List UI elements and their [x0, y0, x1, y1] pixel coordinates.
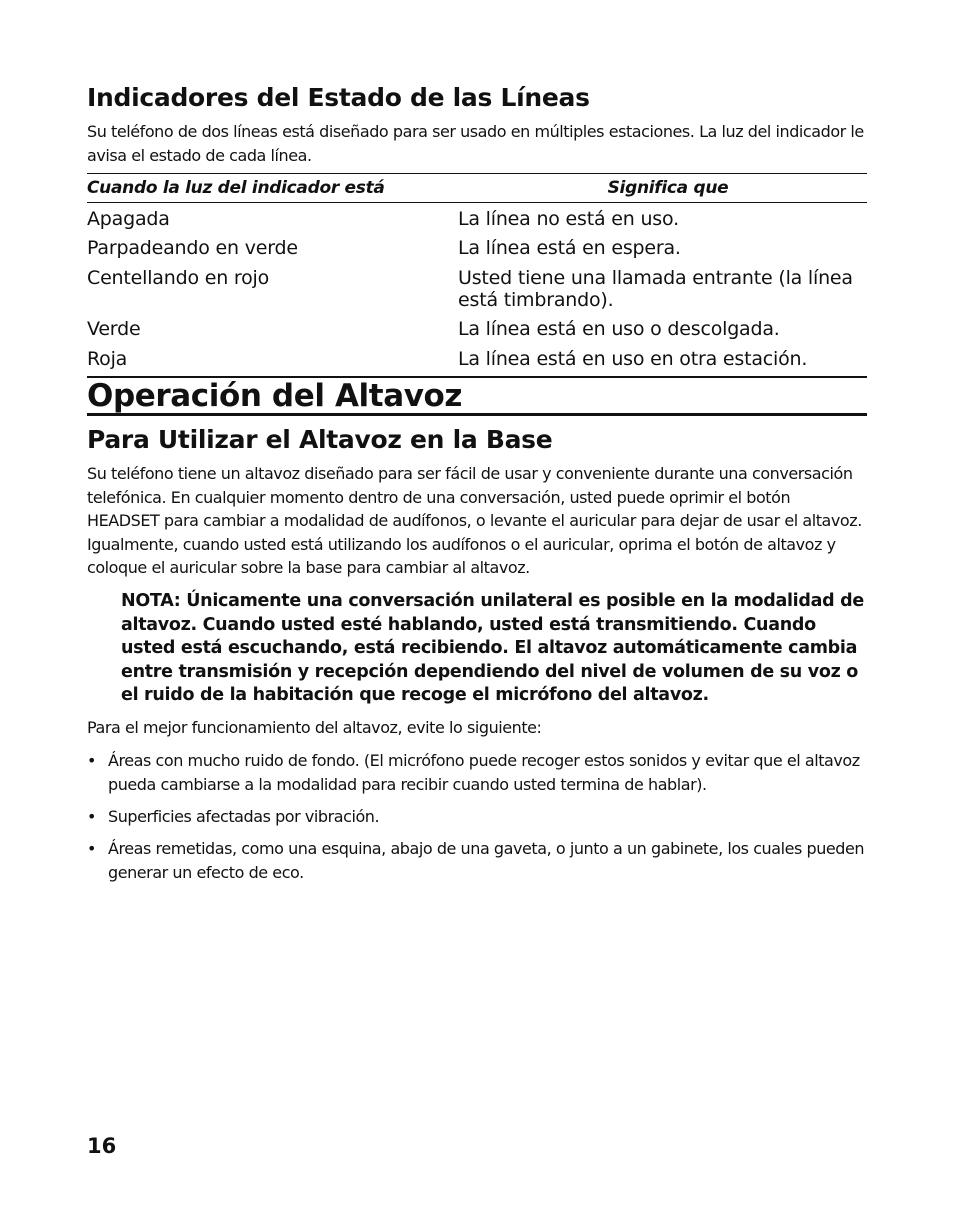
table-cell-meaning: La línea está en espera. — [458, 237, 681, 259]
page-number: 16 — [87, 1134, 117, 1158]
bullet-icon: • — [87, 751, 97, 770]
table-cell-state: Verde — [87, 318, 141, 340]
table-cell-state: Roja — [87, 348, 128, 370]
table-header — [87, 176, 867, 203]
line-indicators-intro: Su teléfono de dos líneas está diseñado para ser usado en múltiples estaciones. La luz del indicador le avisa el estado de cada línea. — [87, 122, 864, 165]
table-cell-meaning: La línea no está en uso. — [458, 208, 679, 230]
bullet-icon: • — [87, 839, 97, 858]
table-cell-state: Centellando en rojo — [87, 267, 269, 289]
section-title-speakerphone: Operación del Altavoz — [87, 375, 867, 416]
section-heading-base-speaker: Para Utilizar el Altavoz en la Base — [87, 425, 553, 454]
list-item-text: Superficies afectadas por vibración. — [108, 807, 380, 826]
table-cell-state: Parpadeando en verde — [87, 237, 298, 259]
bullet-icon: • — [87, 807, 97, 826]
table-cell-meaning: La línea está en uso o descolgada. — [458, 318, 780, 340]
indicator-status-table — [87, 173, 867, 378]
table-cell-meaning: Usted tiene una llamada entrante (la línea está timbrando). — [458, 267, 853, 311]
table-header-meaning: Significa que — [607, 178, 729, 198]
list-item-text: Áreas con mucho ruido de fondo. (El micrófono puede recoger estos sonidos y evitar que el altavoz pueda cambiarse a la modalidad para recibir cuando usted termina de hablar). — [108, 751, 860, 794]
speaker-note: NOTA: Únicamente una conversación unilateral es posible en la modalidad de altavoz. Cuando usted esté hablando, usted está transmitiendo. Cuando usted está escuchando, está recibiendo. El altavoz automáticamente cambia entre transmisión y recepción dependiendo del nivel de volumen de su voz o el ruido de la habitación que recoge el micrófono del altavoz. — [121, 591, 864, 705]
table-cell-meaning: La línea está en uso en otra estación. — [458, 348, 808, 370]
table-header-light-state: Cuando la luz del indicador está — [87, 178, 385, 198]
speaker-lead-text: Para el mejor funcionamiento del altavoz, evite lo siguiente: — [87, 718, 542, 737]
section-heading-line-indicators: Indicadores del Estado de las Líneas — [87, 83, 590, 112]
table-cell-state: Apagada — [87, 208, 170, 230]
speaker-body-paragraph: Su teléfono tiene un altavoz diseñado para ser fácil de usar y conveniente durante una conversación telefónica. En cualquier momento dentro de una conversación, usted puede oprimir el botón HEADSET para cambiar a modalidad de audífonos, o levante el auricular para dejar de usar el altavoz. Igualmente, cuando usted está utilizando los audífonos o el auricular, oprima el botón de altavoz y coloque el auricular sobre la base para cambiar al altavoz. — [87, 464, 862, 577]
list-item-text: Áreas remetidas, como una esquina, abajo de una gaveta, o junto a un gabinete, los cuales pueden generar un efecto de eco. — [108, 839, 865, 882]
